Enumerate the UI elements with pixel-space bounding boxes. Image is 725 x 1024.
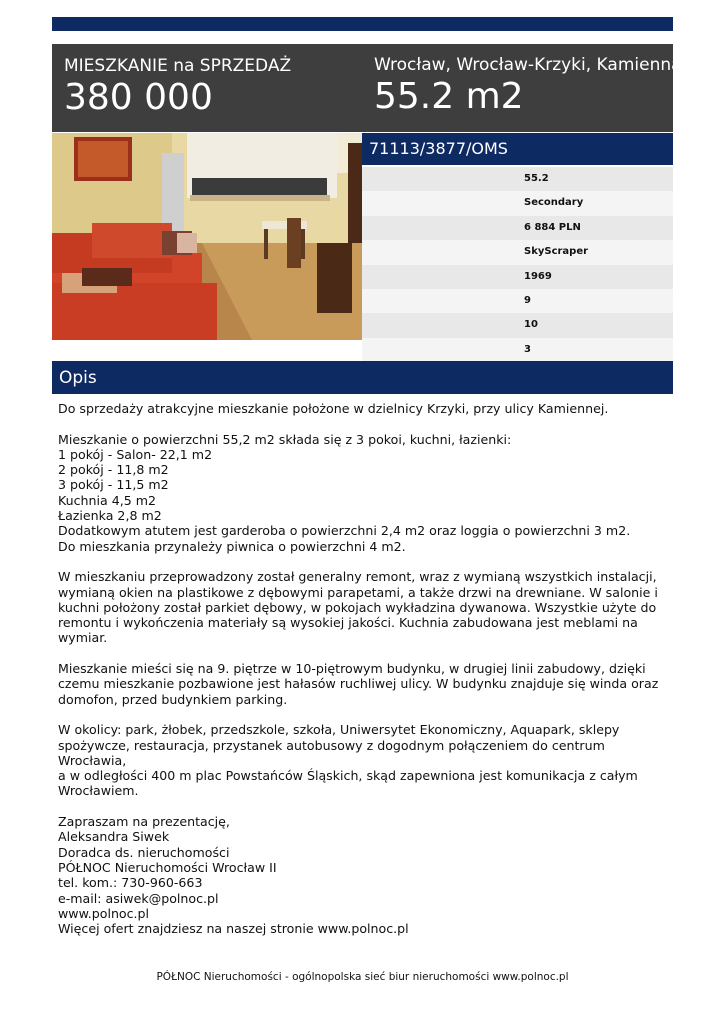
description-paragraph [58, 661, 670, 707]
offer-reference: 71113/3877/OMS [369, 139, 508, 158]
description-header-bar [52, 361, 673, 394]
listing-price: 380 000 [64, 77, 213, 118]
listing-header [52, 44, 682, 132]
description-paragraph [58, 722, 670, 798]
description-line: e-mail: asiwek@polnoc.pl [58, 890, 219, 906]
description-line: 2 pokój - 11,8 m2 [58, 462, 169, 478]
description-line: kuchni położony został parkiet dębowy, w pokojach wykładzina dywanowa. Wszystkie użyte do [58, 599, 657, 615]
spec-row [362, 167, 673, 191]
description-line: wymiar. [58, 630, 108, 646]
description-line: 3 pokój - 11,5 m2 [58, 477, 169, 493]
description-title: Opis [59, 368, 97, 388]
description-line: Mieszkanie mieści się na 9. piętrze w 10-piętrowym budynku, w drugiej linii zabudowy, dzięki [58, 661, 646, 677]
spec-row [362, 191, 673, 215]
spec-value: 6 884 PLN [524, 221, 581, 233]
description-line: Do sprzedaży atrakcyjne mieszkanie położone w dzielnicy Krzyki, przy ulicy Kamiennej. [58, 401, 609, 416]
spec-row [362, 289, 673, 313]
description-line: www.polnoc.pl [58, 905, 150, 921]
description-line: Doradca ds. nieruchomości [58, 844, 230, 860]
description-line: tel. kom.: 730-960-663 [58, 875, 203, 891]
header-left [64, 56, 291, 120]
description-line: Więcej ofert znajdziesz na naszej stronie www.polnoc.pl [58, 921, 409, 937]
spec-row [362, 313, 673, 337]
description-line: spożywcze, restauracja, przystanek autobusowy z dogodnym połączeniem do centrum Wrocławia, [58, 737, 605, 768]
spec-value: 9 [524, 294, 531, 306]
spec-row [362, 338, 673, 362]
description-paragraph [58, 814, 670, 936]
description-paragraph [58, 569, 670, 645]
listing-area: 55.2 m2 [374, 76, 524, 117]
spec-value: 3 [524, 343, 531, 355]
description-body [58, 401, 670, 952]
page-footer: PÓŁNOC Nieruchomości - ogólnopolska sieć biur nieruchomości www.polnoc.pl [156, 971, 569, 983]
spec-row [362, 240, 673, 264]
header-right [374, 55, 682, 119]
description-line: Dodatkowym atutem jest garderoba o powierzchni 2,4 m2 oraz loggia o powierzchni 3 m2. [58, 523, 631, 539]
spec-value: 1969 [524, 270, 552, 282]
description-line: czemu mieszkanie pozbawione jest hałasów ruchliwej ulicy. W budynku znajduje się winda oraz [58, 676, 659, 692]
description-line: W mieszkaniu przeprowadzony został generalny remont, wraz z wymianą wszystkich instalacji, [58, 569, 657, 585]
spec-value: Secondary [524, 197, 584, 209]
description-line: Łazienka 2,8 m2 [58, 508, 162, 524]
spec-row [362, 216, 673, 240]
spec-value: 10 [524, 319, 538, 331]
offer-reference-bar [362, 133, 673, 165]
description-line: Mieszkanie o powierzchni 55,2 m2 składa się z 3 pokoi, kuchni, łazienki: [58, 431, 512, 447]
description-paragraph [58, 432, 670, 554]
description-line: W okolicy: park, żłobek, przedszkole, szkoła, Uniwersytet Ekonomiczny, Aquapark, sklepy [58, 722, 620, 738]
description-line: Aleksandra Siwek [58, 829, 170, 845]
description-line: remontu i wykończenia materiały są wysokiej jakości. Kuchnia zabudowana jest meblami na [58, 615, 638, 631]
top-accent-bar [52, 17, 673, 31]
listing-location: Wrocław, Wrocław-Krzyki, Kamienna [374, 55, 682, 75]
description-line: PÓŁNOC Nieruchomości Wrocław II [58, 859, 277, 875]
spec-value: 55.2 [524, 173, 549, 184]
description-line: Zapraszam na prezentację, [58, 814, 230, 830]
description-line: Kuchnia 4,5 m2 [58, 492, 157, 508]
spec-value: SkyScraper [524, 246, 589, 258]
description-line: 1 pokój - Salon- 22,1 m2 [58, 446, 213, 462]
listing-type: MIESZKANIE na SPRZEDAŻ [64, 56, 292, 76]
description-line: a w odległości 400 m plac Powstańców Śląskich, skąd zapewniona jest komunikacja z całym [58, 768, 638, 784]
apartment-photo [52, 133, 362, 340]
spec-row [362, 265, 673, 289]
spec-table [362, 167, 673, 362]
description-line: domofon, przed budynkiem parking. [58, 691, 288, 707]
description-line: wymianą okien na plastikowe z dębowymi parapetami, a także drzwi na drewniane. W salonie i [58, 584, 658, 600]
description-paragraph [58, 401, 670, 416]
description-line: Wrocławiem. [58, 783, 139, 799]
description-line: Do mieszkania przynależy piwnica o powierzchni 4 m2. [58, 538, 406, 554]
